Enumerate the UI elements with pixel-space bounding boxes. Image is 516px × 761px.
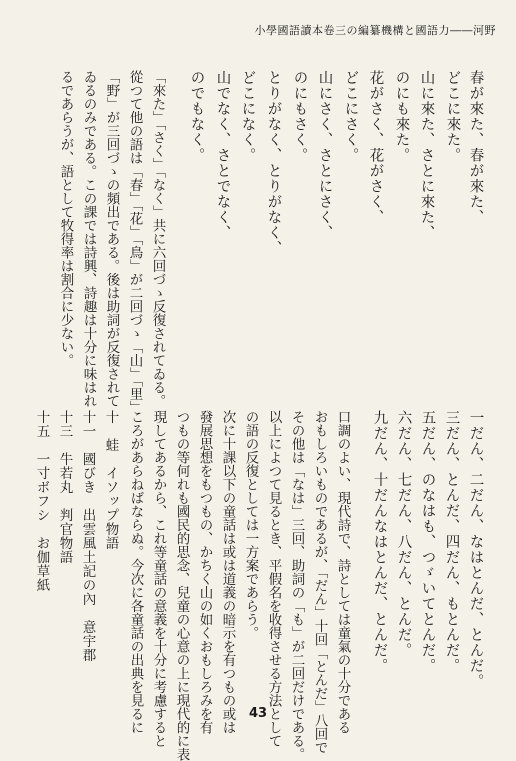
- source-entry: 十 蛙 イソップ物語: [102, 410, 119, 550]
- poem-line: 山でなく、さとでなく、: [214, 70, 231, 241]
- prose-line: 以上によつて見るとき、平假名を收得させる方法として: [265, 410, 282, 748]
- prose-line: 次に十課以下の童話は或は道義の暗示を有つもの或は: [219, 410, 236, 734]
- source-entry: 十一 國びき 出雲風土記の內 意宇郡: [79, 410, 96, 662]
- running-header: 小學國語讀本卷三の編纂機構と國語力――河野: [254, 24, 496, 37]
- prose-line: つもの等何れも國民的思念、兒童の心意の上に現代的に表: [173, 410, 190, 761]
- prose-line: ころがあらねばならぬ。今次に各童話の出典を見るに: [127, 410, 144, 734]
- prose-line: 口調のよい、現代詩で、詩としては童氣の十分である: [334, 410, 351, 734]
- page-number: 43: [248, 706, 268, 721]
- commentary-line: 「野」が三回づゝの頻出である。後は助詞が反復されて: [103, 70, 120, 408]
- commentary-line: 「來た」「さく」「なく」共に六回づゝ反復されてゐる。: [149, 70, 166, 408]
- rope-poem-line: 九だん、十だんなはとんだ、とんだ。: [371, 410, 388, 674]
- prose-line: 現してあるから、これ等童話の意義を十分に考慮すると: [150, 410, 167, 748]
- prose-line: の語の反復としては一方案であらう。: [242, 410, 259, 640]
- commentary-line: 從つて他の語は「春」「花」「鳥」が二回づゝ「山」「里」: [126, 70, 143, 415]
- source-entry: 十五 一寸ボフシ お伽草紙: [33, 410, 50, 592]
- source-entry: 十三 牛若丸 判官物語: [56, 410, 73, 564]
- commentary-line: るであらうが、語として牧得率は割合に少ない。: [57, 70, 74, 367]
- poem-line: 山に來た、さとに來た、: [418, 70, 435, 241]
- poem-line: のにも來た。: [393, 70, 410, 163]
- prose-line: 發展思想をもつもの、かちく山の如くおもしろみを有: [196, 410, 213, 734]
- poem-line: どこに來た。: [444, 70, 461, 163]
- poem-line: どこになく。: [239, 70, 256, 163]
- rope-poem-line: 一だん、二だん、なはとんだ、とんだ。: [467, 410, 484, 689]
- poem-line: のでもなく。: [188, 70, 205, 163]
- rope-poem-line: 五だん、のなはも、つゞいてとんだ。: [419, 410, 436, 674]
- poem-line: 春が來た、春が來た、: [467, 70, 484, 225]
- poem-line: のにもさく。: [291, 70, 308, 163]
- rope-poem-line: 三だん、とんだ、四だん、もとんだ。: [443, 410, 460, 674]
- poem-line: とりがなく、とりがなく、: [265, 70, 282, 256]
- poem-line: どこにさく。: [342, 70, 359, 163]
- poem-line: 花がさく、花がさく、: [367, 70, 384, 225]
- poem-line: 山にさく、さとにさく、: [316, 70, 333, 241]
- commentary-line: ゐるのみである。この課では詩興、詩趣は十分に味はれ: [80, 70, 97, 408]
- prose-line: おもしろいものであるが、「だん」十回「とんだ」八回で: [311, 410, 328, 755]
- prose-line: その他は「なは」三回、助詞の「も」が二回だけである。: [288, 410, 305, 761]
- rope-poem-line: 六だん、七だん、八だん、とんだ。: [395, 410, 412, 658]
